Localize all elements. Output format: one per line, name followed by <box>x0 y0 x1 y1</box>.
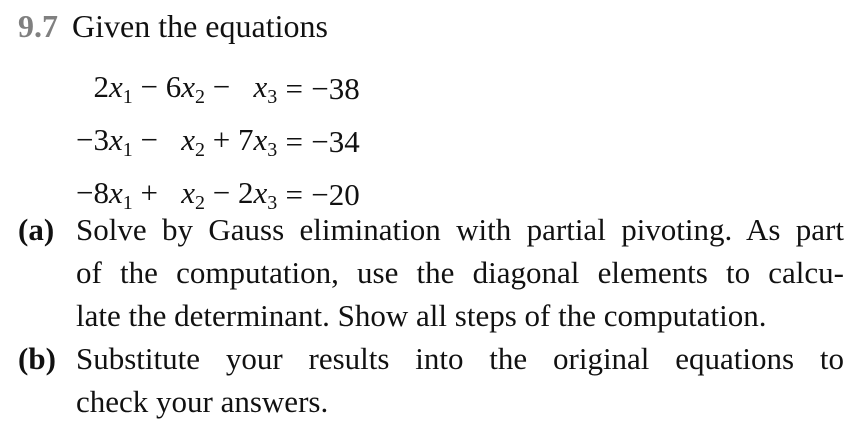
variable-subscript: 1 <box>122 138 133 161</box>
variable-subscript: 2 <box>195 191 205 214</box>
variable-x: x <box>181 68 195 104</box>
variable-subscript: 1 <box>122 85 133 108</box>
variable-subscript: 3 <box>267 138 278 161</box>
variable-x: x <box>253 68 268 104</box>
variable-x: x <box>181 121 195 157</box>
equation-system <box>76 62 360 221</box>
variable-x: x <box>253 174 268 210</box>
equals-sign: = <box>285 123 303 159</box>
part-b-line: check your answers. <box>76 384 329 419</box>
equation-rhs: −20 <box>311 176 360 212</box>
problem-intro: Given the equations <box>72 8 328 44</box>
problem-header <box>18 6 328 46</box>
equation-lhs: 2x1 − 6x2 − x3 <box>93 68 278 108</box>
variable-x: x <box>108 121 123 157</box>
variable-x: x <box>108 174 123 210</box>
variable-subscript: 2 <box>195 138 205 161</box>
part-a-line: Solve by Gauss elimination with partial pivoting. As part <box>76 212 844 247</box>
part-a-line: late the determinant. Show all steps of the computation. <box>76 298 767 333</box>
variable-subscript: 2 <box>195 85 205 108</box>
problem-number: 9.7 <box>18 8 58 44</box>
equals-sign: = <box>285 70 303 106</box>
variable-subscript: 3 <box>267 191 278 214</box>
equation-rhs: −34 <box>311 123 360 159</box>
variable-subscript: 1 <box>122 191 133 214</box>
equation-row <box>76 115 360 168</box>
part-b-line: Substitute your results into the original equations to <box>76 341 844 376</box>
variable-subscript: 3 <box>267 85 278 108</box>
equation-rhs: −38 <box>311 70 360 106</box>
equation-lhs: −8x1 + x2 − 2x3 <box>76 174 278 214</box>
part-b-text <box>76 337 844 423</box>
part-a-label: (a) <box>18 212 55 247</box>
part-b-label: (b) <box>18 341 56 376</box>
equals-sign: = <box>285 176 303 212</box>
variable-x: x <box>108 68 123 104</box>
equation-lhs: −3x1 − x2 + 7x3 <box>76 121 278 161</box>
variable-x: x <box>253 121 268 157</box>
part-a-line: of the computation, use the diagonal elements to calcu- <box>76 255 844 290</box>
variable-x: x <box>181 174 195 210</box>
equation-row <box>76 62 360 115</box>
part-a-text <box>76 208 844 337</box>
